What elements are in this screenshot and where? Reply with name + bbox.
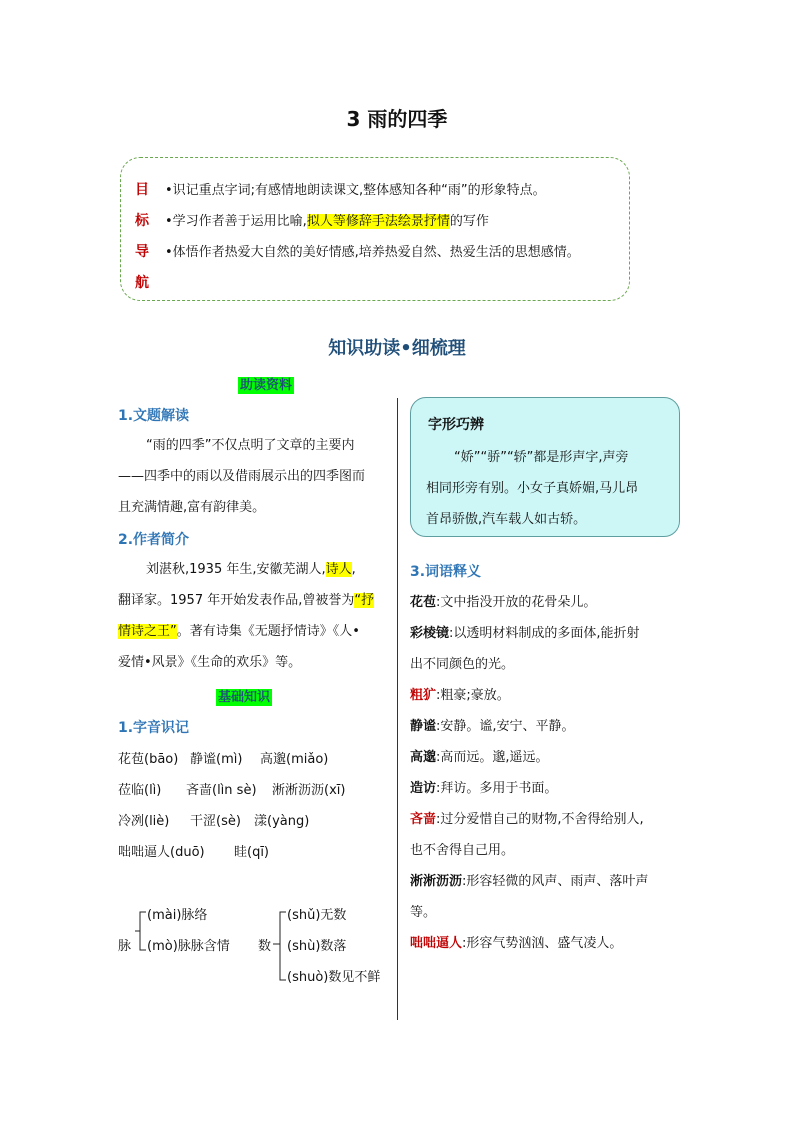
pron-item: 吝啬(lìn sè) — [186, 783, 257, 798]
pronunciation-row — [118, 779, 345, 798]
reading-label-text: 助读资料 — [240, 378, 293, 393]
polyphone-char: 数 — [258, 939, 272, 954]
title-explain-line: “雨的四季”不仅点明了文章的主要内 — [146, 438, 355, 453]
glyph-title: 字形巧辨 — [428, 417, 484, 433]
goal-line-2 — [165, 210, 489, 229]
vocab-term: 花苞 — [410, 595, 437, 610]
title-explain-heading: 1.文题解读 — [118, 408, 190, 424]
vocab-def-cont: 等。 — [410, 905, 437, 920]
author-highlight: 情诗之王” — [118, 624, 177, 639]
vocab-item — [410, 804, 682, 835]
pron-item: 眭(qī) — [234, 845, 270, 860]
vocab-def: :以透明材料制成的多面体,能折射 — [449, 626, 640, 641]
vocab-term: 高邈 — [410, 750, 437, 765]
vocab-item — [410, 773, 682, 804]
goal-line-2-pre: •学习作者善于运用比喻, — [165, 214, 307, 229]
author-highlight: 诗人 — [325, 562, 352, 577]
section-title: 知识助读•细梳理 — [328, 338, 466, 359]
vocab-def: :安静。谧,安宁、平静。 — [436, 719, 575, 734]
vocab-term: 咄咄逼人 — [410, 936, 463, 951]
basic-label-text: 基础知识 — [218, 690, 271, 705]
author-text: 。著有诗集《无题抒情诗》《人• — [176, 624, 360, 639]
author-heading: 2.作者简介 — [118, 532, 190, 548]
polyphone-char: 脉 — [118, 939, 132, 954]
vocab-term: 粗犷 — [410, 688, 437, 703]
pron-item: 花苞(bāo) — [118, 752, 179, 767]
vocab-def-cont: 也不舍得自己用。 — [410, 843, 515, 858]
pron-item: 冷冽(liè) — [118, 814, 170, 829]
title-explain-line: 且充满情趣,富有韵律美。 — [118, 500, 266, 515]
goal-highlight: 拟人等修辞手法绘景抒情 — [306, 214, 450, 229]
goal-line-1: •识记重点字词;有感情地朗读课文,整体感知各种“雨”的形象特点。 — [165, 183, 546, 198]
pron-item: 高邈(miǎo) — [260, 752, 329, 767]
vocab-def: :形容气势汹汹、盛气凌人。 — [462, 936, 623, 951]
vocab-def-cont: 出不同颜色的光。 — [410, 657, 515, 672]
vocab-term: 造访 — [410, 781, 437, 796]
author-line-4: 爱情•风景》《生命的欢乐》等。 — [118, 655, 302, 670]
author-text: , — [351, 562, 356, 577]
polyphone-item: (shǔ)无数 — [287, 908, 347, 923]
vocab-def: :高而远。邈,遥远。 — [436, 750, 549, 765]
vocab-def: :粗豪;豪放。 — [436, 688, 510, 703]
goal-line-3: •体悟作者热爱大自然的美好情感,培养热爱自然、热爱生活的思想感情。 — [165, 245, 580, 260]
pron-item: 漾(yàng) — [254, 814, 310, 829]
polyphone-item: (shuò)数见不鲜 — [287, 970, 381, 985]
author-text: 翻译家。1957 年开始发表作品,曾被誉为 — [118, 593, 355, 608]
vocab-item — [410, 711, 682, 742]
vocab-item — [410, 742, 682, 773]
polyphone-brace — [272, 910, 288, 982]
vocab-item — [410, 680, 682, 711]
goal-side-char: 目 — [135, 182, 149, 198]
goal-side-char: 导 — [135, 244, 149, 260]
polyphone-item: (shù)数落 — [287, 939, 347, 954]
goal-side-char: 航 — [135, 275, 149, 291]
pronunciation-heading: 1.字音识记 — [118, 720, 190, 736]
vocab-item — [410, 587, 682, 618]
vocab-term: 吝啬 — [410, 812, 437, 827]
vocab-term: 淅淅沥沥 — [410, 874, 463, 889]
author-highlight: “抒 — [354, 593, 375, 608]
glyph-line: 相同形旁有别。小女子真娇媚,马儿昂 — [426, 481, 639, 496]
vocab-heading: 3.词语释义 — [410, 564, 482, 580]
pron-item: 咄咄逼人(duō) — [118, 845, 205, 860]
vocab-def: :过分爱惜自己的财物,不舍得给别人, — [436, 812, 644, 827]
pron-item: 干涩(sè) — [190, 814, 241, 829]
vocab-term: 彩棱镜 — [410, 626, 450, 641]
polyphone-brace — [134, 910, 148, 952]
polyphone-item: (mò)脉脉含情 — [147, 939, 230, 954]
author-line-3 — [118, 616, 390, 647]
pronunciation-row — [118, 810, 309, 829]
column-divider — [397, 398, 398, 1020]
title-explain-line: ——四季中的雨以及借雨展示出的四季图而 — [118, 469, 366, 484]
pron-item: 莅临(lì) — [118, 783, 162, 798]
glyph-line: “娇”“骄”“轿”都是形声字,声旁 — [454, 450, 629, 465]
vocab-item — [410, 928, 682, 959]
goal-line-2-post: 的写作 — [449, 214, 489, 229]
vocab-def: :形容轻微的风声、雨声、落叶声 — [462, 874, 649, 889]
lesson-title: 3 雨的四季 — [346, 107, 448, 131]
author-text: 刘湛秋,1935 年生,安徽芜湖人, — [146, 562, 326, 577]
vocab-item — [410, 618, 682, 649]
pron-item: 静谧(mì) — [190, 752, 243, 767]
glyph-line: 首昂骄傲,汽车载人如古轿。 — [426, 512, 587, 527]
vocab-term: 静谧 — [410, 719, 437, 734]
pron-item: 淅淅沥沥(xī) — [272, 783, 346, 798]
reading-label — [238, 374, 294, 393]
polyphone-item: (mài)脉络 — [147, 908, 208, 923]
pronunciation-row — [118, 841, 269, 860]
pronunciation-row — [118, 748, 328, 767]
author-line-2 — [118, 585, 390, 616]
basic-label — [216, 686, 272, 705]
vocab-item — [410, 866, 682, 897]
vocab-def: :拜访。多用于书面。 — [436, 781, 558, 796]
vocab-def: :文中指没开放的花骨朵儿。 — [436, 595, 597, 610]
author-line-1 — [118, 554, 390, 585]
goal-side-char: 标 — [135, 213, 149, 229]
